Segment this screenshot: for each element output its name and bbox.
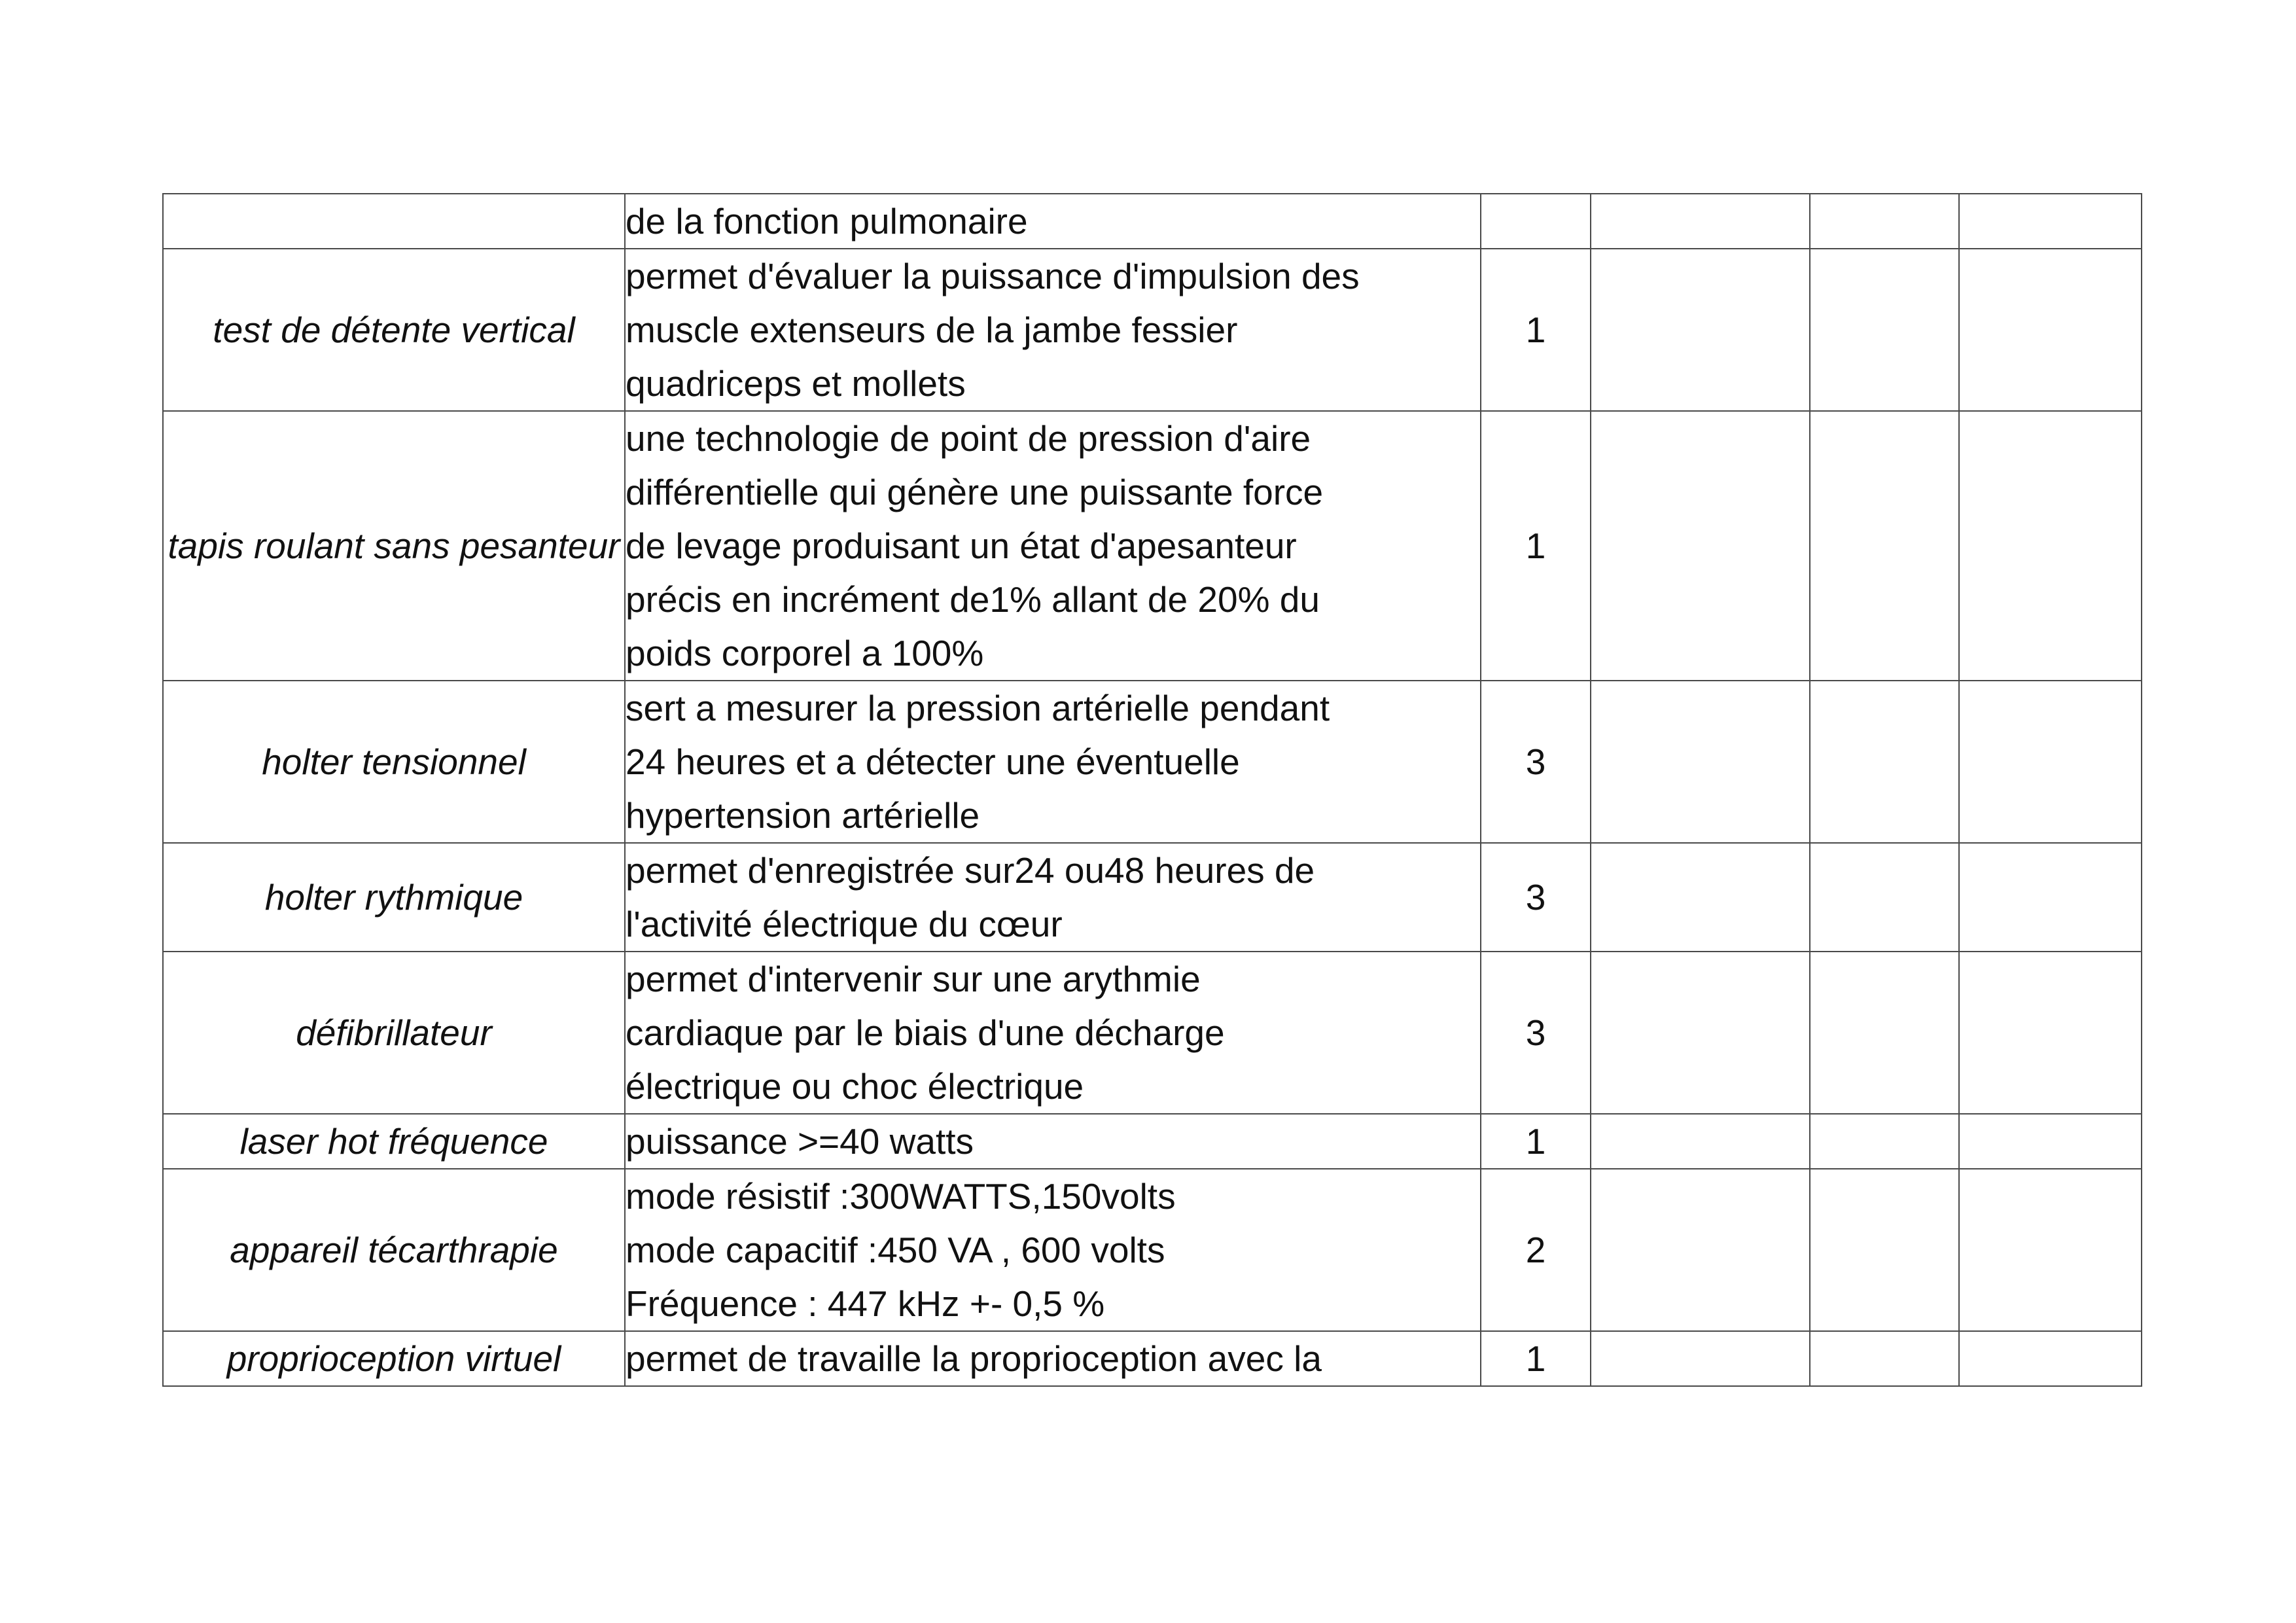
equipment-name-cell: holter tensionnel [163,681,625,843]
quantity-cell: 1 [1481,411,1591,681]
quantity-cell [1481,194,1591,249]
table-row [163,249,2142,411]
quantity-cell: 1 [1481,249,1591,411]
equipment-name-cell: laser hot fréquence [163,1114,625,1169]
table-row [163,411,2142,681]
description-cell: permet d'intervenir sur une arythmie cardiaque par le biais d'une décharge électrique ou choc électrique [625,952,1481,1114]
empty-cell [1959,952,2142,1114]
quantity-cell: 1 [1481,1331,1591,1386]
empty-cell [1959,194,2142,249]
table-row [163,1169,2142,1331]
quantity-cell: 2 [1481,1169,1591,1331]
description-cell: sert a mesurer la pression artérielle pendant 24 heures et a détecter une éventuelle hypertension artérielle [625,681,1481,843]
equipment-name-cell: défibrillateur [163,952,625,1114]
empty-cell [1591,843,1810,952]
quantity-cell: 3 [1481,952,1591,1114]
quantity-cell: 3 [1481,843,1591,952]
empty-cell [1810,843,1959,952]
description-cell: mode résistif :300WATTS,150volts mode capacitif :450 VA , 600 volts Fréquence : 447 kHz +- 0,5 % [625,1169,1481,1331]
empty-cell [1810,1114,1959,1169]
empty-cell [1959,1169,2142,1331]
equipment-name-cell: proprioception virtuel [163,1331,625,1386]
equipment-table [162,193,2142,1387]
table-row [163,681,2142,843]
equipment-name-cell: holter rythmique [163,843,625,952]
empty-cell [1959,1331,2142,1386]
description-cell: permet de travaille la proprioception avec la [625,1331,1481,1386]
empty-cell [1810,1331,1959,1386]
equipment-name-cell: test de détente vertical [163,249,625,411]
empty-cell [1959,843,2142,952]
table-row [163,1331,2142,1386]
quantity-cell: 3 [1481,681,1591,843]
equipment-name-cell: tapis roulant sans pesanteur [163,411,625,681]
empty-cell [1810,1169,1959,1331]
quantity-cell: 1 [1481,1114,1591,1169]
empty-cell [1810,681,1959,843]
empty-cell [1810,411,1959,681]
table-row [163,194,2142,249]
empty-cell [1810,952,1959,1114]
equipment-name-cell: appareil técarthrapie [163,1169,625,1331]
empty-cell [1591,249,1810,411]
empty-cell [1591,1169,1810,1331]
empty-cell [1591,1331,1810,1386]
table-row [163,1114,2142,1169]
empty-cell [1591,1114,1810,1169]
description-cell: une technologie de point de pression d'aire différentielle qui génère une puissante force de levage produisant un état d'apesanteur précis en incrément de1% allant de 20% du poids corporel a 100% [625,411,1481,681]
description-cell: permet d'évaluer la puissance d'impulsion des muscle extenseurs de la jambe fessier quadriceps et mollets [625,249,1481,411]
table-row [163,952,2142,1114]
empty-cell [1959,681,2142,843]
empty-cell [1810,194,1959,249]
empty-cell [1959,411,2142,681]
empty-cell [1810,249,1959,411]
table-row [163,843,2142,952]
empty-cell [1959,1114,2142,1169]
empty-cell [1591,411,1810,681]
description-cell: de la fonction pulmonaire [625,194,1481,249]
description-cell: puissance >=40 watts [625,1114,1481,1169]
empty-cell [1959,249,2142,411]
description-cell: permet d'enregistrée sur24 ou48 heures de l'activité électrique du cœur [625,843,1481,952]
empty-cell [1591,194,1810,249]
equipment-name-cell [163,194,625,249]
empty-cell [1591,952,1810,1114]
empty-cell [1591,681,1810,843]
